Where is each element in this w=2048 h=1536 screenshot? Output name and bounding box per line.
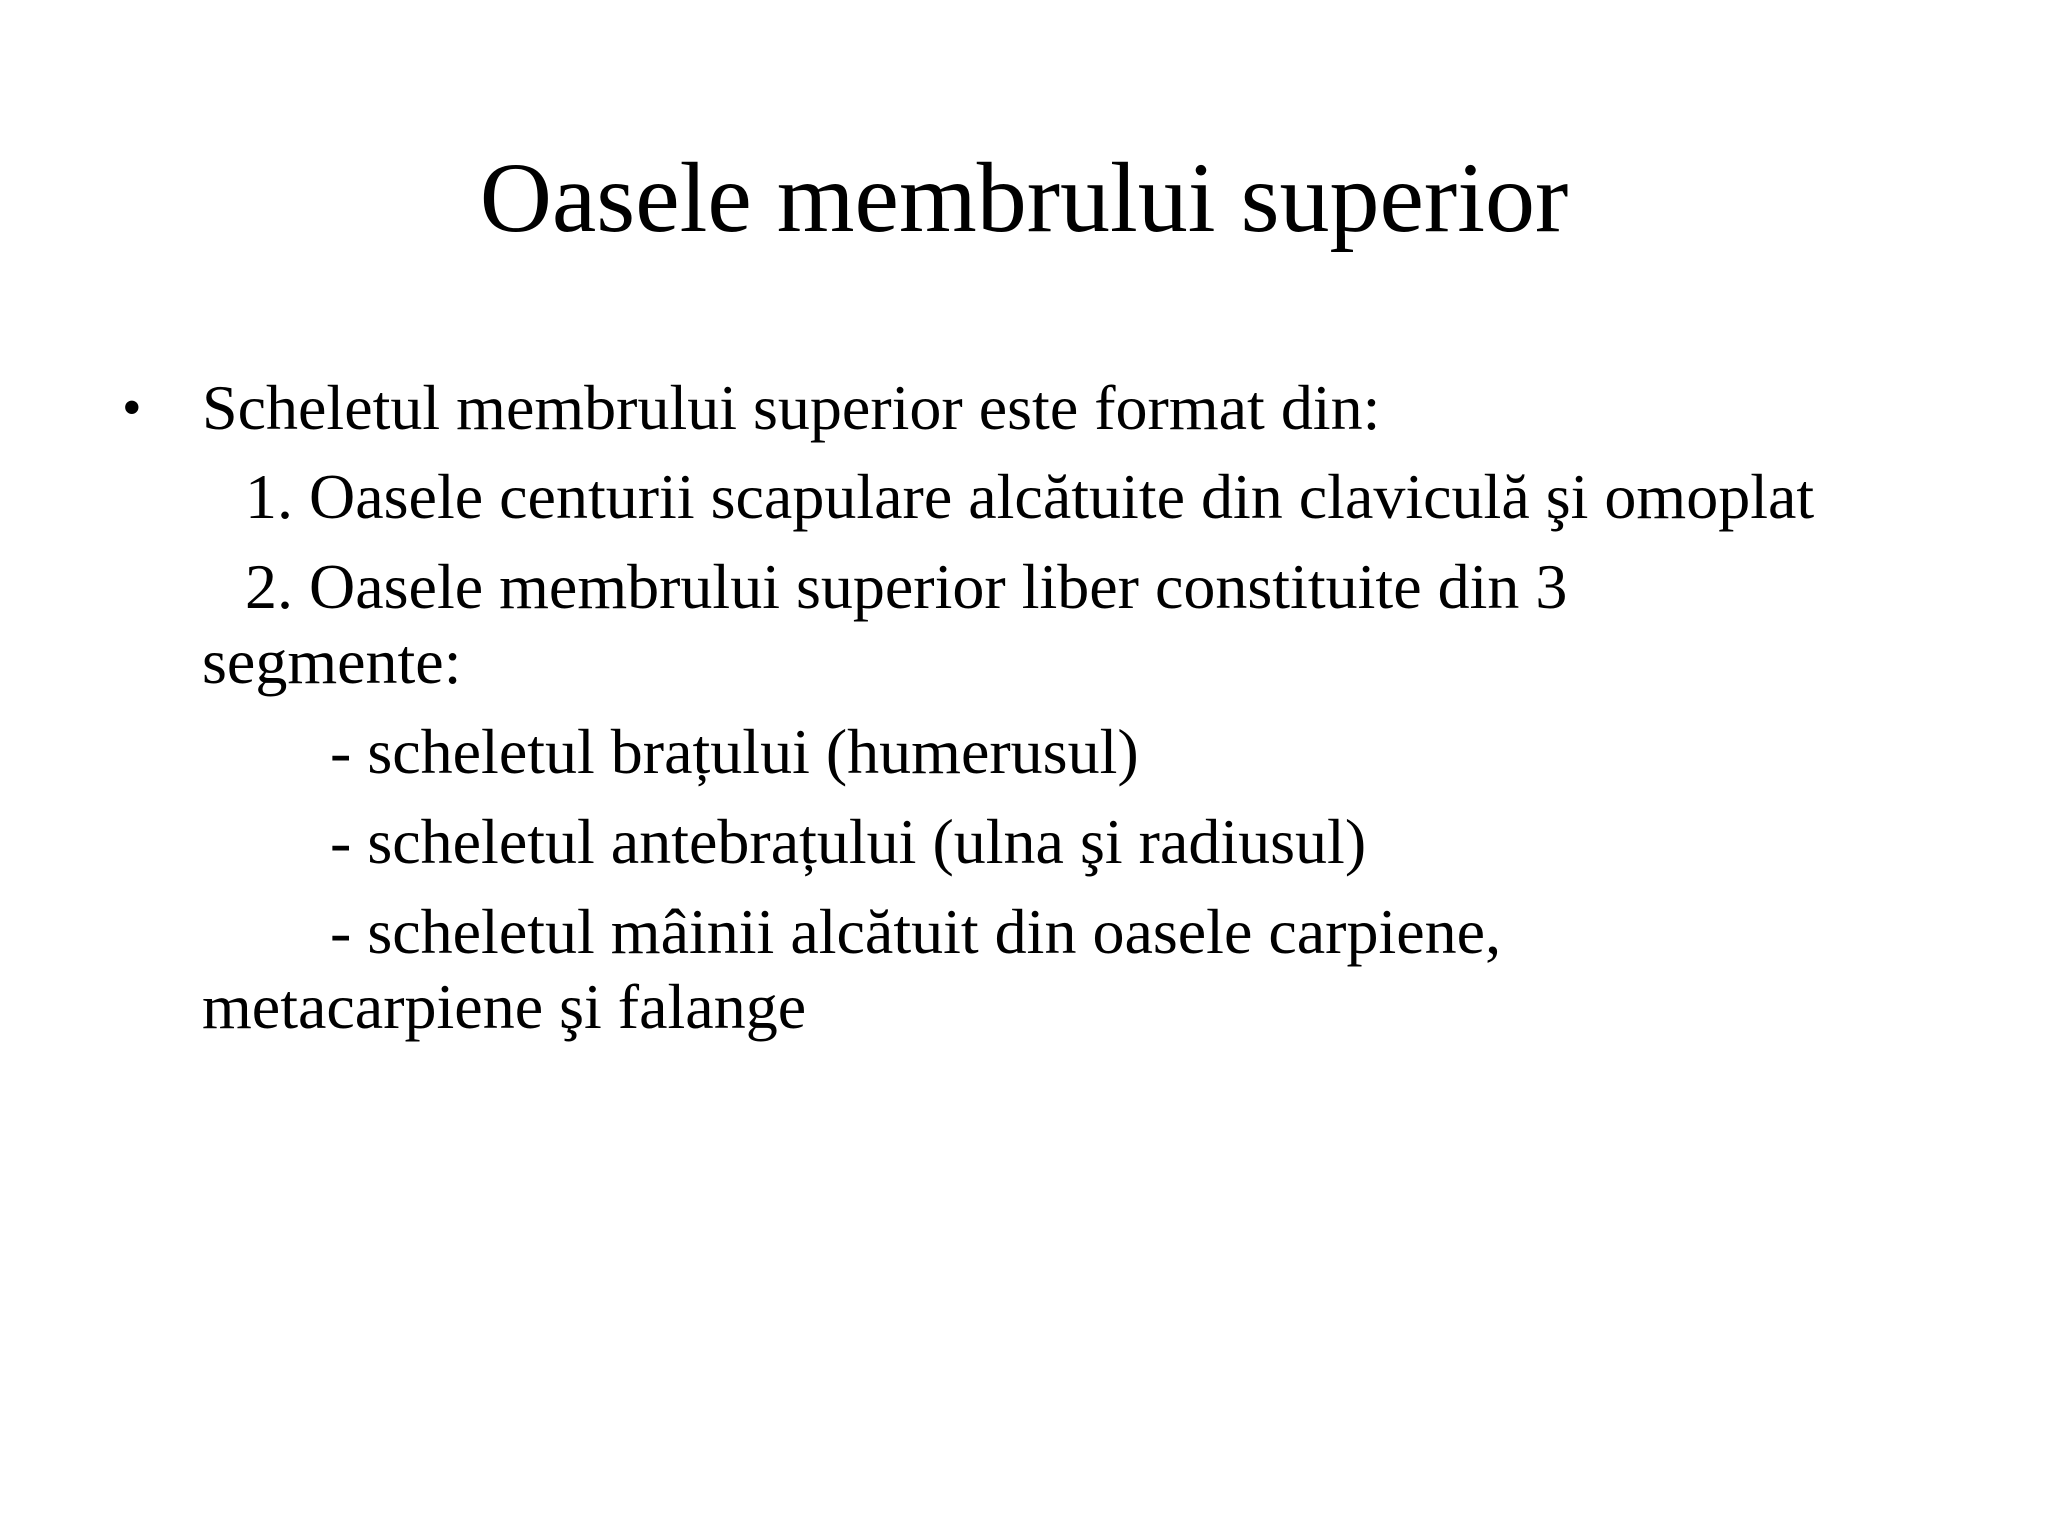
body-line-sub-3-cont: metacarpiene şi falange	[202, 971, 807, 1042]
slide-title: Oasele membrului superior	[479, 142, 1569, 253]
bullet-marker: •	[122, 377, 142, 439]
body-line-item-2: 2. Oasele membrului superior liber constituite din 3	[245, 551, 1568, 622]
body-line-sub-3: - scheletul mâinii alcătuit din oasele carpiene,	[330, 896, 1502, 967]
body-line-item-1: 1. Oasele centurii scapulare alcătuite din claviculă şi omoplat	[245, 461, 1815, 532]
body-line-sub-1: - scheletul brațului (humerusul)	[330, 716, 1139, 787]
body-line-item-2-cont: segmente:	[202, 626, 462, 697]
body-line-intro: Scheletul membrului superior este format din:	[202, 372, 1381, 443]
body-line-sub-2: - scheletul antebrațului (ulna şi radiusul)	[330, 806, 1367, 877]
